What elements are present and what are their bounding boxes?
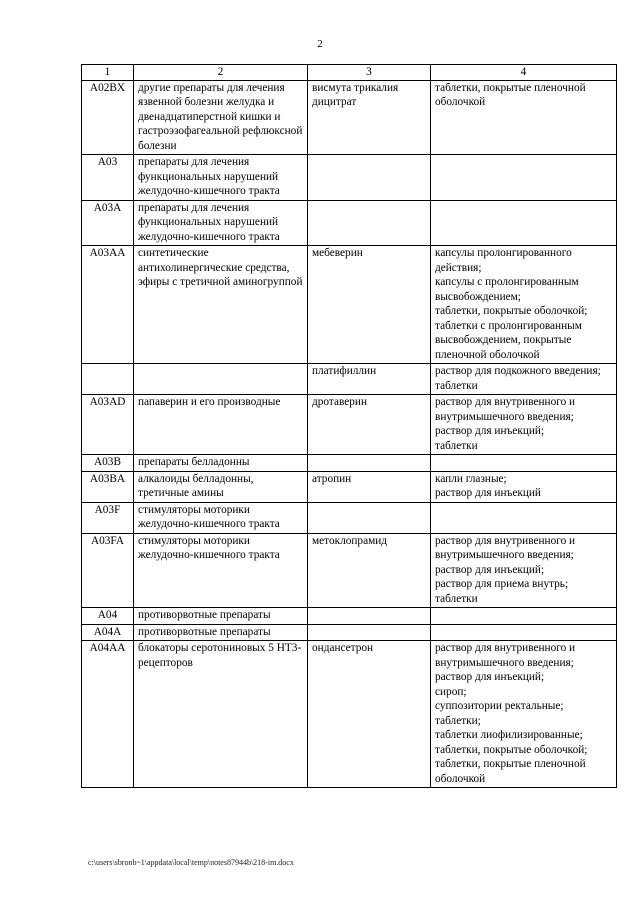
dosage-form-item: таблетки, покрытые оболочкой; <box>435 743 588 756</box>
dosage-form-item: раствор для внутривенного и внутримышечного введения; <box>435 534 576 561</box>
table-row <box>82 200 617 246</box>
drug-name-cell <box>308 155 431 201</box>
dosage-forms-cell <box>431 200 617 246</box>
column-header-3: 3 <box>308 65 431 81</box>
dosage-form-item: капсулы пролонгированного действия; <box>435 247 572 274</box>
drug-name-cell: висмута трикалия дицитрат <box>308 80 431 155</box>
dosage-form-item: капсулы с пролонгированным высвобождением; <box>435 276 579 303</box>
anatomical-therapeutic-group-cell: другие препараты для лечения язвенной болезни желудка и двенадцатиперстной кишки и гастроэзофагеальной рефлюксной болезни <box>134 80 308 155</box>
dosage-form-item: таблетки с пролонгированным высвобождением, покрытые пленочной оболочкой <box>435 319 582 361</box>
drug-name-cell <box>308 624 431 641</box>
table-header-row <box>82 65 617 81</box>
drug-name-cell <box>308 608 431 625</box>
atc-code-cell: A03 <box>82 155 134 201</box>
dosage-form-item: таблетки; <box>435 714 481 727</box>
dosage-forms-cell <box>431 155 617 201</box>
dosage-form-item: сироп; <box>435 685 467 698</box>
dosage-form-item: раствор для инъекций <box>435 487 541 499</box>
dosage-form-item: таблетки, покрытые пленочной оболочкой <box>435 758 586 785</box>
dosage-forms-cell <box>431 471 617 502</box>
drug-name-cell <box>308 200 431 246</box>
dosage-form-item: таблетки лиофилизированные; <box>435 729 583 741</box>
atc-code-cell: A03B <box>82 455 134 472</box>
atc-code-cell: A04A <box>82 624 134 641</box>
table-row <box>82 246 617 364</box>
drug-name-cell <box>308 455 431 472</box>
table-row <box>82 395 617 455</box>
anatomical-therapeutic-group-cell: стимуляторы моторики желудочно-кишечного тракта <box>134 533 308 608</box>
drug-name-cell <box>308 502 431 533</box>
atc-code-cell: A04AA <box>82 641 134 788</box>
table-body <box>82 80 617 788</box>
dosage-form-item: таблетки <box>435 379 478 392</box>
atc-code-cell <box>82 364 134 395</box>
dosage-forms-cell <box>431 608 617 625</box>
table-row <box>82 608 617 625</box>
drug-name-cell: метоклопрамид <box>308 533 431 608</box>
drug-table <box>81 64 617 788</box>
atc-code-cell: A03FA <box>82 533 134 608</box>
anatomical-therapeutic-group-cell: противорвотные препараты <box>134 624 308 641</box>
dosage-form-item: раствор для внутривенного и внутримышечного введения; <box>435 642 576 669</box>
dosage-form-item: раствор для инъекций; <box>435 425 545 437</box>
drug-name-cell: платифиллин <box>308 364 431 395</box>
dosage-forms-cell <box>431 455 617 472</box>
dosage-form-item: раствор для подкожного введения; <box>435 365 601 377</box>
dosage-form-item: раствор для внутривенного и внутримышечного введения; <box>435 396 576 423</box>
atc-code-cell: A03BA <box>82 471 134 502</box>
dosage-forms-cell <box>431 641 617 788</box>
dosage-form-item: суппозитории ректальные; <box>435 700 564 712</box>
dosage-forms-cell <box>431 80 617 155</box>
dosage-form-item: раствор для приема внутрь; <box>435 578 569 590</box>
dosage-forms-cell <box>431 395 617 455</box>
table-row <box>82 155 617 201</box>
anatomical-therapeutic-group-cell: алкалоиды белладонны, третичные амины <box>134 471 308 502</box>
dosage-form-item: таблетки, покрытые пленочной оболочкой <box>435 81 586 108</box>
dosage-form-item: таблетки, покрытые оболочкой; <box>435 305 588 317</box>
atc-code-cell: A03F <box>82 502 134 533</box>
anatomical-therapeutic-group-cell <box>134 364 308 395</box>
atc-code-cell: A03AA <box>82 246 134 364</box>
atc-code-cell: A03A <box>82 200 134 246</box>
table-row <box>82 455 617 472</box>
table-row <box>82 533 617 608</box>
atc-code-cell: A02BX <box>82 80 134 155</box>
table-row <box>82 80 617 155</box>
dosage-forms-cell <box>431 364 617 395</box>
table-row <box>82 364 617 395</box>
dosage-form-item: таблетки <box>435 592 478 605</box>
anatomical-therapeutic-group-cell: противорвотные препараты <box>134 608 308 625</box>
table-row <box>82 641 617 788</box>
table-row <box>82 471 617 502</box>
column-header-4: 4 <box>431 65 617 81</box>
dosage-form-item: раствор для инъекций; <box>435 563 545 576</box>
footer-file-path: c:\users\sbronb~1\appdata\local\temp\notes87944b\218-im.docx <box>88 858 294 867</box>
dosage-forms-cell <box>431 246 617 364</box>
column-header-2: 2 <box>134 65 308 81</box>
table-row <box>82 624 617 641</box>
anatomical-therapeutic-group-cell: папаверин и его производные <box>134 395 308 455</box>
dosage-form-item: таблетки <box>435 439 478 452</box>
anatomical-therapeutic-group-cell: синтетические антихолинергические средства, эфиры с третичной аминогруппой <box>134 246 308 364</box>
page-number: 2 <box>317 38 323 50</box>
drug-name-cell: атропин <box>308 471 431 502</box>
column-header-1: 1 <box>82 65 134 81</box>
anatomical-therapeutic-group-cell: препараты белладонны <box>134 455 308 472</box>
drug-name-cell: дротаверин <box>308 395 431 455</box>
dosage-forms-cell <box>431 533 617 608</box>
atc-code-cell: A04 <box>82 608 134 625</box>
dosage-forms-cell <box>431 502 617 533</box>
dosage-forms-cell <box>431 624 617 641</box>
anatomical-therapeutic-group-cell: препараты для лечения функциональных нарушений желудочно-кишечного тракта <box>134 155 308 201</box>
anatomical-therapeutic-group-cell: стимуляторы моторики желудочно-кишечного тракта <box>134 502 308 533</box>
drug-name-cell: мебеверин <box>308 246 431 364</box>
drug-name-cell: ондансетрон <box>308 641 431 788</box>
anatomical-therapeutic-group-cell: препараты для лечения функциональных нарушений желудочно-кишечного тракта <box>134 200 308 246</box>
atc-code-cell: A03AD <box>82 395 134 455</box>
dosage-form-item: капли глазные; <box>435 472 507 485</box>
table-row <box>82 502 617 533</box>
anatomical-therapeutic-group-cell: блокаторы серотониновых 5 HT3-рецепторов <box>134 641 308 788</box>
dosage-form-item: раствор для инъекций; <box>435 671 545 683</box>
